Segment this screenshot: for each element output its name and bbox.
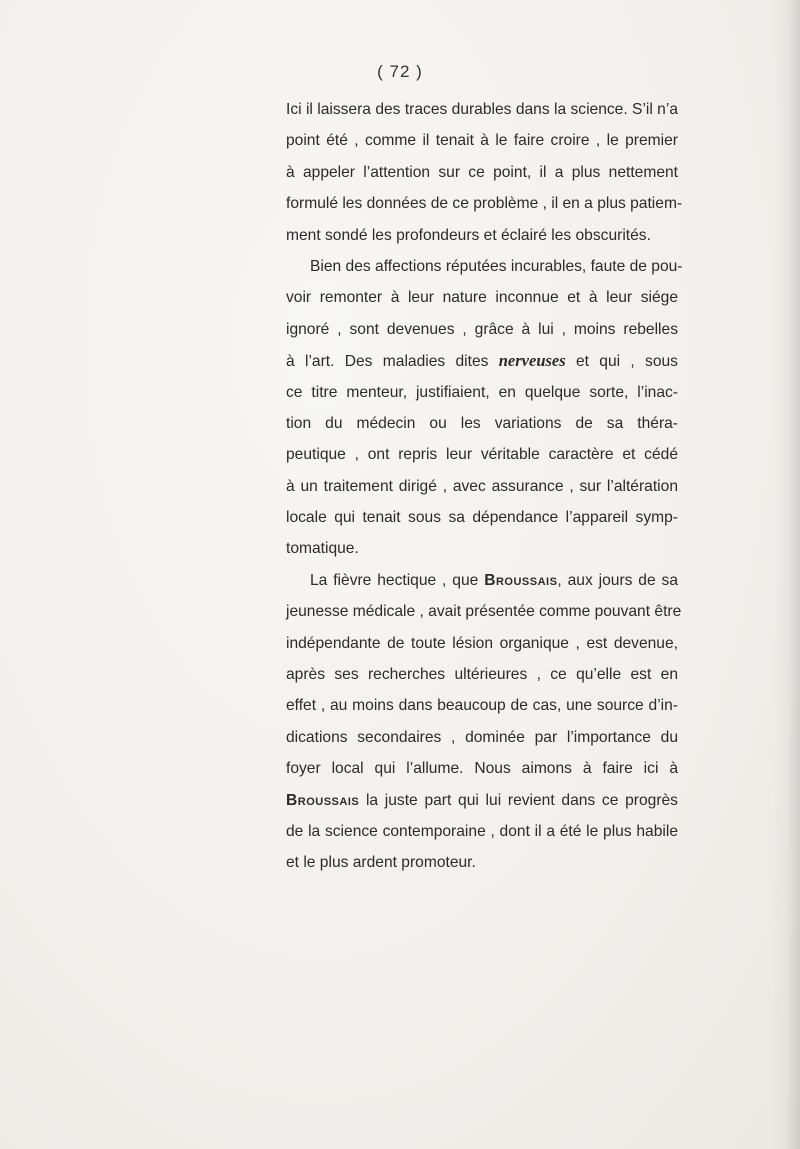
text-line: dications secondaires , dominée par l’importance du [286, 728, 678, 746]
text-line: ment sondé les profondeurs et éclairé les obscurités. [286, 226, 651, 244]
text-line: de la science contemporaine , dont il a été le plus habile [286, 822, 678, 840]
text-line: à un traitement dirigé , avec assurance , sur l’altération [286, 477, 678, 495]
italic-term: nerveuses [498, 351, 566, 371]
text-line [286, 785, 678, 816]
text-line: Bien des affections réputées incurables, faute de pou- [310, 257, 683, 275]
text-line: point été , comme il tenait à le faire croire , le premier [286, 132, 678, 150]
text-line: ce titre menteur, justifiaient, en quelque sorte, l’inac- [286, 383, 678, 401]
text-line: après ses recherches ultérieures , ce qu’elle est en [286, 666, 678, 684]
text-line: Ici il laissera des traces durables dans la science. S’il n’a [286, 101, 678, 118]
text-line: jeunesse médicale , avait présentée comme pouvant être [286, 603, 682, 621]
text-line: locale qui tenait sous sa dépendance l’appareil symp- [286, 509, 678, 527]
author-name: Broussais [484, 571, 558, 589]
text-line [286, 565, 678, 596]
text-line: indépendante de toute lésion organique , est devenue, [286, 634, 678, 652]
text-line: à appeler l’attention sur ce point, il a plus nettement [286, 163, 678, 181]
body-text [286, 94, 683, 879]
author-name: Broussais [286, 791, 360, 809]
text-line: foyer local qui l’allume. Nous aimons à faire ici à [286, 760, 678, 778]
text-run: à l’art. Des maladies dites [286, 353, 489, 371]
text-line: et le plus ardent promoteur. [286, 854, 476, 872]
page-number: ( 72 ) [377, 62, 423, 81]
text-run: , aux jours de sa [557, 571, 678, 589]
text-line: voir remonter à leur nature inconnue et à leur siége [286, 289, 678, 307]
text-run: la juste part qui lui revient dans ce progrès [365, 791, 678, 809]
page-edge-shadow [770, 0, 800, 1149]
text-line: tomatique. [286, 540, 359, 558]
text-run: La fièvre hectique , que [310, 571, 479, 589]
text-line: formulé les données de ce problème , il en a plus patiem- [286, 195, 683, 213]
text-line: effet , au moins dans beaucoup de cas, une source d’in- [286, 697, 678, 715]
text-line: peutique , ont repris leur véritable caractère et cédé [286, 446, 678, 464]
text-line [286, 345, 678, 376]
text-run: et qui , sous [575, 353, 678, 371]
text-line: tion du médecin ou les variations de sa théra- [286, 414, 678, 432]
text-line: ignoré , sont devenues , grâce à lui , moins rebelles [286, 320, 678, 338]
